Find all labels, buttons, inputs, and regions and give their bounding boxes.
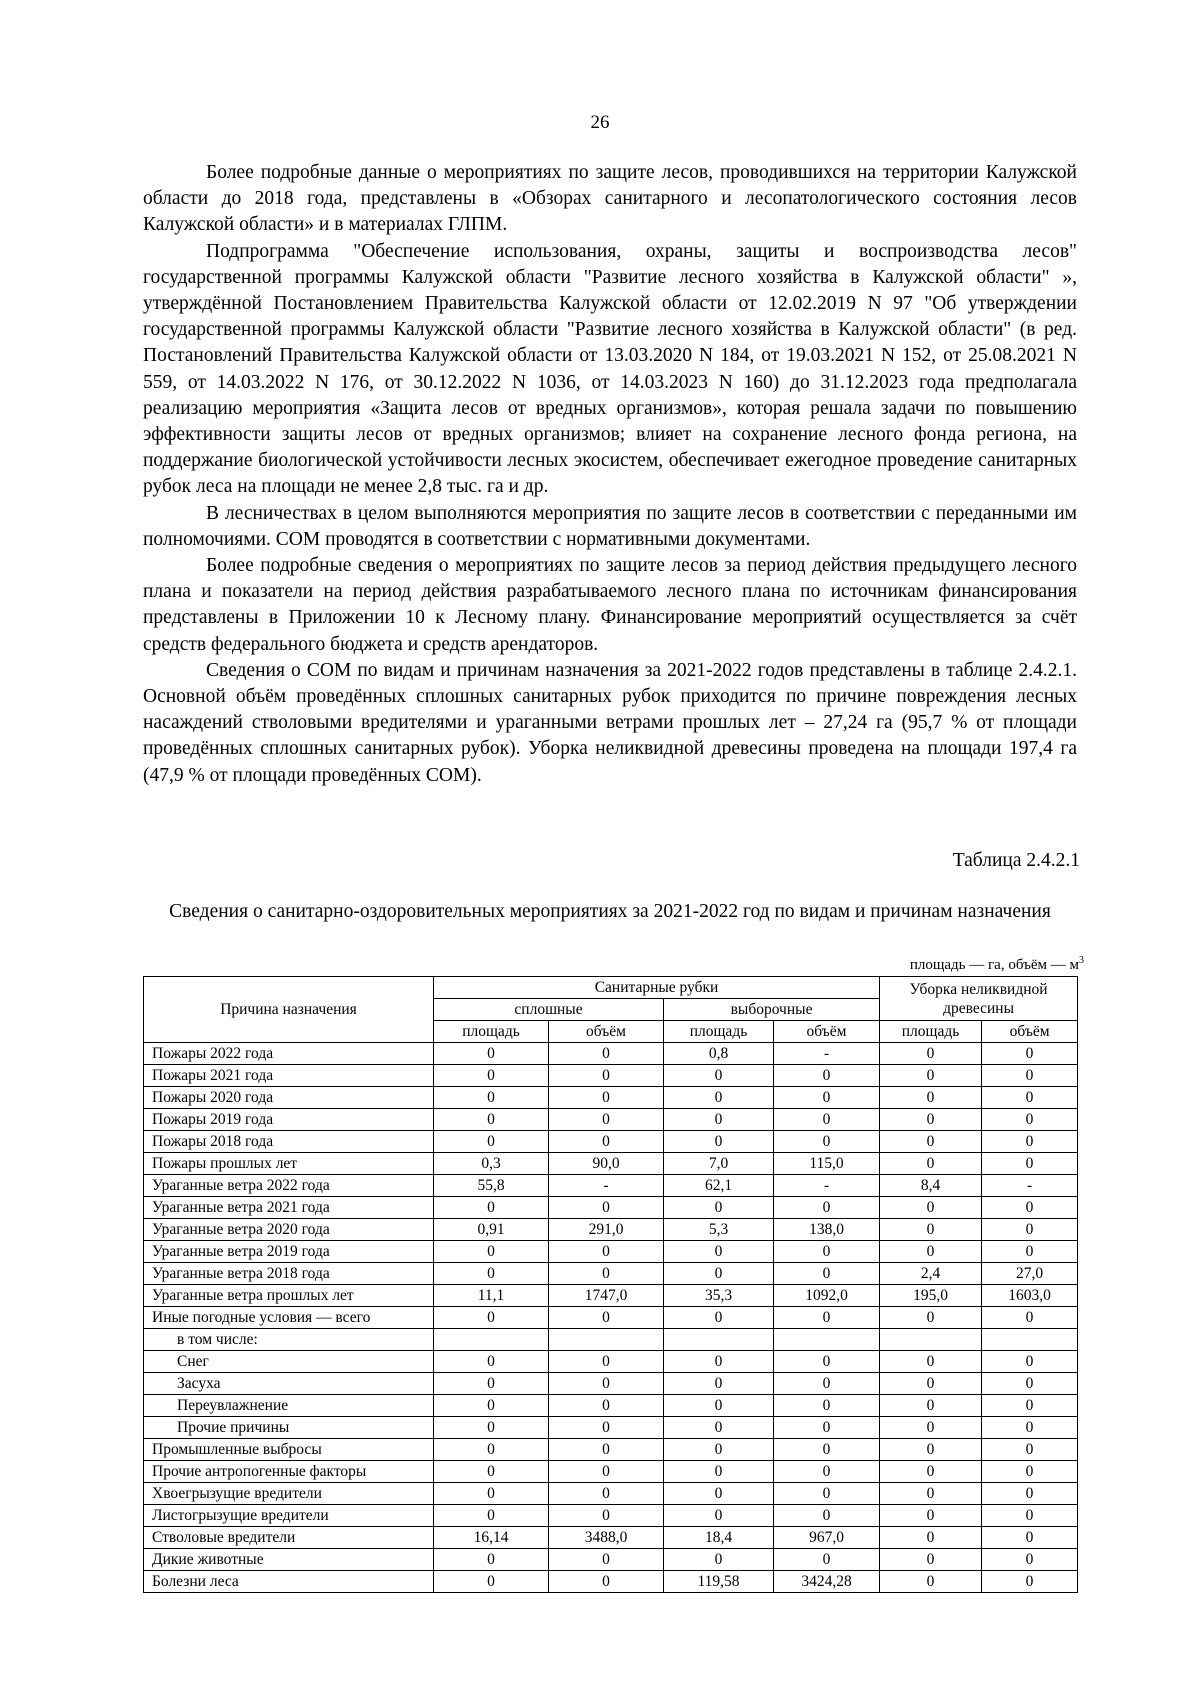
table-cell (664, 1329, 774, 1351)
table-cell: 0 (880, 1395, 982, 1417)
table-cell: 0 (774, 1065, 880, 1087)
table-cell: 0 (434, 1087, 549, 1109)
paragraph: Сведения о СОМ по видам и причинам назначения за 2021-2022 годов представлены в таблице 2.4.2.1. Основной объём проведённых сплошных санитарных рубок приходится по причине повреждения лесных насаждений стволовыми вредителями и ураганными ветрами прошлых лет – 27,24 га (95,7 % от площади проведённых сплошных санитарных рубок). Уборка неликвидной древесины проведена на площади 197,4 га (47,9 % от площади проведённых СОМ). (143, 659, 1077, 786)
table-cell: 0 (774, 1131, 880, 1153)
table-cell: 0 (982, 1461, 1078, 1483)
row-reason: Промышленные выбросы (144, 1439, 434, 1461)
table-cell: 0 (774, 1461, 880, 1483)
table-row (144, 1219, 1078, 1241)
table-row (144, 1285, 1078, 1307)
table-cell: 0 (434, 1065, 549, 1087)
table-cell: 7,0 (664, 1153, 774, 1175)
table-cell: 0 (549, 1197, 664, 1219)
row-reason: Снег (144, 1351, 434, 1373)
table-cell: 0 (982, 1373, 1078, 1395)
row-reason: Переувлажнение (144, 1395, 434, 1417)
header-reason: Причина назначения (144, 977, 434, 1043)
table-row (144, 1065, 1078, 1087)
table-cell: 0 (774, 1109, 880, 1131)
table-cell: 0 (434, 1263, 549, 1285)
row-reason: Прочие причины (144, 1417, 434, 1439)
table-cell: 0 (664, 1307, 774, 1329)
table-cell: 0,91 (434, 1219, 549, 1241)
table-cell: 3424,28 (774, 1571, 880, 1593)
table-body (144, 1043, 1078, 1593)
table-cell: 0 (982, 1065, 1078, 1087)
body-text (143, 160, 1077, 789)
table-row (144, 1329, 1078, 1351)
table-row (144, 1087, 1078, 1109)
table-cell: 0 (880, 1065, 982, 1087)
table-cell: 0 (434, 1109, 549, 1131)
table-cell: 0 (549, 1307, 664, 1329)
table-cell: - (982, 1175, 1078, 1197)
table-cell: 119,58 (664, 1571, 774, 1593)
table-cell: 0 (434, 1549, 549, 1571)
table-row (144, 1131, 1078, 1153)
table-cell: 0 (880, 1241, 982, 1263)
table-cell: 0 (982, 1219, 1078, 1241)
table-cell: 18,4 (664, 1527, 774, 1549)
table-cell: 0 (434, 1417, 549, 1439)
table-cell: 0 (664, 1461, 774, 1483)
table-cell: 0 (549, 1439, 664, 1461)
table-cell: 0 (982, 1153, 1078, 1175)
table-cell: 115,0 (774, 1153, 880, 1175)
units-superscript: 3 (1079, 955, 1084, 966)
table-cell: 0 (434, 1571, 549, 1593)
table-cell: 0 (549, 1351, 664, 1373)
header-area: площадь (434, 1021, 549, 1043)
table-row (144, 1483, 1078, 1505)
table-row (144, 1505, 1078, 1527)
table-cell: 0 (880, 1197, 982, 1219)
table-label: Таблица 2.4.2.1 (952, 850, 1080, 871)
table-cell: 0,3 (434, 1153, 549, 1175)
header-selective-cuttings: выборочные (664, 999, 880, 1021)
table-row (144, 1263, 1078, 1285)
row-reason: Ураганные ветра 2022 года (144, 1175, 434, 1197)
table-row (144, 1153, 1078, 1175)
paragraph: В лесничествах в целом выполняются мероприятия по защите лесов в соответствии с переданными им полномочиями. СОМ проводятся в соответствии с нормативными документами. (143, 502, 1077, 550)
table-cell: 0 (880, 1087, 982, 1109)
row-reason: Ураганные ветра прошлых лет (144, 1285, 434, 1307)
table-cell: 0 (774, 1417, 880, 1439)
table-cell: 138,0 (774, 1219, 880, 1241)
table-row (144, 1527, 1078, 1549)
row-reason: Ураганные ветра 2020 года (144, 1219, 434, 1241)
table-cell: 8,4 (880, 1175, 982, 1197)
row-reason: Пожары 2022 года (144, 1043, 434, 1065)
som-table (143, 976, 1078, 1593)
table-cell: 0 (774, 1505, 880, 1527)
table-cell: 11,1 (434, 1285, 549, 1307)
table-cell: 0 (982, 1505, 1078, 1527)
table-cell: 0 (982, 1351, 1078, 1373)
row-reason: Ураганные ветра 2019 года (144, 1241, 434, 1263)
table-cell: 0 (982, 1087, 1078, 1109)
table-cell: 0 (774, 1373, 880, 1395)
table-cell: 62,1 (664, 1175, 774, 1197)
header-volume: объём (774, 1021, 880, 1043)
table-cell: 0 (434, 1395, 549, 1417)
table-cell: 0 (880, 1307, 982, 1329)
row-reason: Стволовые вредители (144, 1527, 434, 1549)
table-cell: 0 (664, 1373, 774, 1395)
table-cell: 0 (549, 1065, 664, 1087)
table-cell: 1603,0 (982, 1285, 1078, 1307)
table-row (144, 1175, 1078, 1197)
table-cell (880, 1329, 982, 1351)
table-cell: - (549, 1175, 664, 1197)
row-reason: Прочие антропогенные факторы (144, 1461, 434, 1483)
table-cell: 0 (774, 1439, 880, 1461)
row-reason: Пожары прошлых лет (144, 1153, 434, 1175)
table-cell: 3488,0 (549, 1527, 664, 1549)
row-reason: Пожары 2020 года (144, 1087, 434, 1109)
table-cell: 0 (549, 1131, 664, 1153)
row-reason: Ураганные ветра 2021 года (144, 1197, 434, 1219)
table-cell: 0 (434, 1461, 549, 1483)
header-volume: объём (549, 1021, 664, 1043)
table-row (144, 1395, 1078, 1417)
table-cell: 0 (549, 1373, 664, 1395)
table-cell: 1092,0 (774, 1285, 880, 1307)
table-cell: 5,3 (664, 1219, 774, 1241)
table-cell (434, 1329, 549, 1351)
table-cell: 0 (774, 1197, 880, 1219)
table-cell: 195,0 (880, 1285, 982, 1307)
table-cell: 0 (664, 1549, 774, 1571)
paragraph: Подпрограмма "Обеспечение использования, охраны, защиты и воспроизводства лесов" государственной программы Калужской области "Развитие лесного хозяйства в Калужской области" », утверждённой Постановлением Правительства Калужской области от 12.02.2019 N 97 "Об утверждении государственной программы Калужской области "Развитие лесного хозяйства в Калужской области" (в ред. Постановлений Правительства Калужской области от 13.03.2020 N 184, от 19.03.2021 N 152, от 25.08.2021 N 559, от 14.03.2022 N 176, от 30.12.2022 N 1036, от 14.03.2023 N 160) до 31.12.2023 года предполагала реализацию мероприятия «Защита лесов от вредных организмов», которая решала задачи по повышению эффективности защиты лесов от вредных организмов; влияет на сохранение лесного фонда региона, на поддержание биологической устойчивости лесных экосистем, обеспечивает ежегодное проведение санитарных рубок леса на площади не менее 2,8 тыс. га и др. (143, 240, 1077, 498)
table-row (144, 1571, 1078, 1593)
table-cell: 0 (664, 1109, 774, 1131)
table-cell (549, 1329, 664, 1351)
table-cell: 0 (982, 1439, 1078, 1461)
table-cell: 0 (880, 1109, 982, 1131)
table-cell: 0 (549, 1549, 664, 1571)
header-cleanup: Уборка неликвидной древесины (880, 977, 1078, 1021)
table-cell: 0 (880, 1527, 982, 1549)
table-cell: 0 (982, 1241, 1078, 1263)
table-row (144, 1461, 1078, 1483)
table-cell: 0 (664, 1505, 774, 1527)
table-row (144, 1373, 1078, 1395)
table-cell: 0 (664, 1439, 774, 1461)
table-cell: 0 (774, 1395, 880, 1417)
header-sanitary-cuttings: Санитарные рубки (434, 977, 880, 999)
table-cell: 0 (434, 1307, 549, 1329)
table-cell: 0 (880, 1131, 982, 1153)
table-cell: 0 (880, 1417, 982, 1439)
header-area: площадь (880, 1021, 982, 1043)
table-cell: 0 (664, 1241, 774, 1263)
table-cell: 0 (664, 1131, 774, 1153)
table-cell: 0 (982, 1549, 1078, 1571)
table-cell: 16,14 (434, 1527, 549, 1549)
paragraph: Более подробные сведения о мероприятиях по защите лесов за период действия предыдущего лесного плана и показатели на период действия разрабатываемого лесного плана по источникам финансирования представлены в Приложении 10 к Лесному плану. Финансирование мероприятий осуществляется за счёт средств федерального бюджета и средств арендаторов. (143, 555, 1077, 655)
table-cell (774, 1329, 880, 1351)
table-cell: 0 (774, 1087, 880, 1109)
table-cell: 0 (549, 1461, 664, 1483)
table-cell: 0 (982, 1571, 1078, 1593)
table-cell: 0 (434, 1043, 549, 1065)
table-cell: 0 (880, 1439, 982, 1461)
table-cell: 0 (880, 1219, 982, 1241)
table-cell: 0 (880, 1483, 982, 1505)
table-cell: 0 (982, 1483, 1078, 1505)
table-cell: 0 (774, 1351, 880, 1373)
page-number: 26 (590, 112, 610, 133)
table-row (144, 1109, 1078, 1131)
table-cell: 0 (549, 1241, 664, 1263)
row-reason: Иные погодные условия — всего (144, 1307, 434, 1329)
table-row (144, 1417, 1078, 1439)
table-cell: 0 (434, 1483, 549, 1505)
table-cell: 0 (434, 1351, 549, 1373)
table-cell: 0 (982, 1043, 1078, 1065)
table-cell: 0 (880, 1153, 982, 1175)
table-cell: 0 (982, 1131, 1078, 1153)
row-reason: Болезни леса (144, 1571, 434, 1593)
table-cell: 0 (664, 1483, 774, 1505)
table-cell: 0 (774, 1483, 880, 1505)
table-cell: 0 (982, 1197, 1078, 1219)
table-cell: 291,0 (549, 1219, 664, 1241)
table-cell: - (774, 1043, 880, 1065)
row-reason: Дикие животные (144, 1549, 434, 1571)
table-row (144, 1549, 1078, 1571)
table-cell: 0 (434, 1505, 549, 1527)
table-row (144, 1351, 1078, 1373)
table-cell: 0 (664, 1395, 774, 1417)
table-cell: 0 (982, 1417, 1078, 1439)
table-cell: 35,3 (664, 1285, 774, 1307)
table-cell: 55,8 (434, 1175, 549, 1197)
table-cell: 0 (880, 1571, 982, 1593)
table-cell: 90,0 (549, 1153, 664, 1175)
table-cell: 0 (434, 1197, 549, 1219)
row-reason: Ураганные ветра 2018 года (144, 1263, 434, 1285)
table-cell: 0 (549, 1395, 664, 1417)
table-cell: 0 (549, 1087, 664, 1109)
table-caption: Сведения о санитарно-оздоровительных мероприятиях за 2021-2022 год по видам и причинам назначения (169, 901, 1051, 922)
row-reason: в том числе: (144, 1329, 434, 1351)
table-cell: 0 (549, 1417, 664, 1439)
table-cell (982, 1329, 1078, 1351)
table-cell: 0 (549, 1043, 664, 1065)
table-cell: 0 (880, 1505, 982, 1527)
table-cell: 967,0 (774, 1527, 880, 1549)
table-cell: 0 (664, 1417, 774, 1439)
table-cell: 0 (880, 1373, 982, 1395)
row-reason: Засуха (144, 1373, 434, 1395)
table-cell: 0 (982, 1109, 1078, 1131)
table-cell: 0 (982, 1307, 1078, 1329)
table-cell: 1747,0 (549, 1285, 664, 1307)
table-cell: 0 (549, 1571, 664, 1593)
table-cell: 0 (880, 1549, 982, 1571)
table-cell: 0 (549, 1109, 664, 1131)
table-cell: 0 (664, 1065, 774, 1087)
row-reason: Пожары 2021 года (144, 1065, 434, 1087)
table-cell: 0 (774, 1263, 880, 1285)
table-cell: 0,8 (664, 1043, 774, 1065)
table-cell: 0 (434, 1131, 549, 1153)
table-cell: 0 (880, 1351, 982, 1373)
units-note (910, 955, 1084, 974)
row-reason: Хвоегрызущие вредители (144, 1483, 434, 1505)
table-cell: 0 (664, 1197, 774, 1219)
row-reason: Листогрызущие вредители (144, 1505, 434, 1527)
table-cell: 0 (434, 1373, 549, 1395)
table-cell: 2,4 (880, 1263, 982, 1285)
table-cell: 0 (774, 1241, 880, 1263)
header-area: площадь (664, 1021, 774, 1043)
table-cell: 0 (664, 1351, 774, 1373)
table-cell: 0 (549, 1263, 664, 1285)
table-cell: 0 (982, 1395, 1078, 1417)
paragraph: Более подробные данные о мероприятиях по защите лесов, проводившихся на территории Калужской области до 2018 года, представлены в «Обзорах санитарного и лесопатологического состояния лесов Калужской области» и в материалах ГЛПМ. (143, 162, 1077, 236)
table-row (144, 1043, 1078, 1065)
row-reason: Пожары 2018 года (144, 1131, 434, 1153)
table-row (144, 1439, 1078, 1461)
table-cell: - (774, 1175, 880, 1197)
table-cell: 0 (982, 1527, 1078, 1549)
table-cell: 0 (549, 1505, 664, 1527)
row-reason: Пожары 2019 года (144, 1109, 434, 1131)
table-row (144, 1241, 1078, 1263)
units-text: площадь — га, объём — м (909, 957, 1079, 973)
header-volume: объём (982, 1021, 1078, 1043)
table-cell: 0 (774, 1307, 880, 1329)
table-cell: 0 (434, 1241, 549, 1263)
table-row (144, 1307, 1078, 1329)
table-cell: 0 (880, 1461, 982, 1483)
table-cell: 0 (880, 1043, 982, 1065)
table-cell: 0 (434, 1439, 549, 1461)
table-header (144, 977, 1078, 1043)
table-cell: 0 (664, 1087, 774, 1109)
table-row (144, 1197, 1078, 1219)
header-clear-cuttings: сплошные (434, 999, 664, 1021)
table-cell: 0 (774, 1549, 880, 1571)
table-cell: 0 (664, 1263, 774, 1285)
table-cell: 0 (549, 1483, 664, 1505)
table-cell: 27,0 (982, 1263, 1078, 1285)
